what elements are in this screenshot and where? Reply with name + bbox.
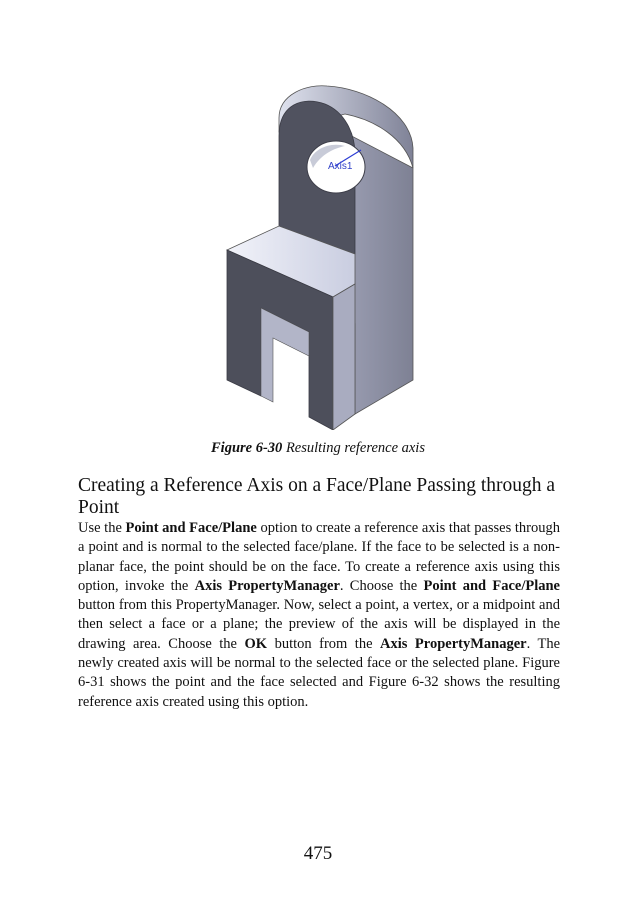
figure-reference-axis [215,84,420,430]
body-paragraph [78,519,560,712]
section-heading: Creating a Reference Axis on a Face/Plane Passing through a Point [78,475,556,518]
paragraph-bold-1: Point and Face/Plane [125,520,257,536]
paragraph-text-5: button from the [267,635,381,652]
figure-caption-text: Resulting reference axis [282,440,425,456]
page-number: 475 [303,843,333,864]
paragraph-bold-3: Point and Face/Plane [423,577,560,594]
figure-caption [0,440,636,457]
bracket-model-illustration [215,84,420,430]
paragraph-text-3: . Choose the [339,577,424,594]
paragraph-text-1: Use the [78,520,126,536]
paragraph-bold-4: OK [244,635,268,652]
axis-label: Axis1 [328,161,353,172]
paragraph-text-4: button from this PropertyManager. Now, select a point, a vertex, or a midpoint and then select a face or a plane; the preview of the axis will be displayed in the drawing area. Choose the [78,597,560,652]
base-side-face [333,284,355,430]
figure-number: Figure 6-30 [211,440,283,456]
paragraph-bold-5: Axis PropertyManager [380,635,527,652]
paragraph-bold-2: Axis PropertyManager [194,577,340,594]
paragraph-text-6: . The newly created axis will be normal to the selected face or the selected plane. Figure 6-31 shows the point and the face selected and Figure 6-32 shows the resulting reference axis created using this option. [78,635,560,710]
paragraph-text-2: option to create a reference axis that passes through a point and is normal to the selected face/plane. If the face to be selected is a non-planar face, the point should be on the face. To create a reference axis using this option, invoke the [78,520,560,594]
